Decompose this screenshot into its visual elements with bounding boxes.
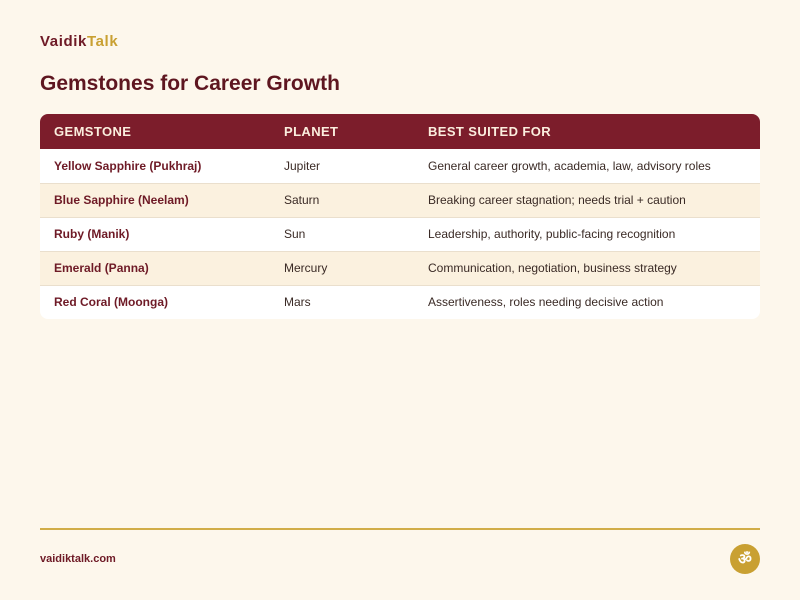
page-title: Gemstones for Career Growth [40, 72, 340, 95]
brand-name-part2: Talk [86, 33, 119, 50]
best-suited-cell: Breaking career stagnation; needs trial + caution [414, 183, 760, 217]
best-suited-cell: General career growth, academia, law, advisory roles [428, 158, 711, 173]
gemstone-cell: Yellow Sapphire (Pukhraj) [54, 158, 202, 173]
gemstone-cell: Blue Sapphire (Neelam) [40, 183, 270, 217]
best-suited-cell: Leadership, authority, public-facing recognition [414, 217, 760, 251]
table-row [40, 251, 760, 285]
footer-website-link[interactable]: vaidiktalk.com [40, 553, 116, 565]
gemstone-table [40, 114, 760, 319]
brand-name-part1: Vaidik [40, 33, 87, 50]
table-row [40, 149, 760, 183]
om-icon: ॐ [730, 544, 760, 574]
gemstone-cell: Red Coral (Moonga) [40, 285, 270, 319]
column-header-planet: PLANET [284, 124, 339, 139]
table-row [40, 183, 760, 217]
planet-cell: Sun [270, 217, 414, 251]
gemstone-table-card [40, 114, 760, 319]
planet-cell: Jupiter [284, 158, 321, 173]
gemstone-cell: Ruby (Manik) [40, 217, 270, 251]
brand-logo [40, 33, 118, 50]
best-suited-cell: Communication, negotiation, business strategy [414, 251, 760, 285]
planet-cell: Mercury [270, 251, 414, 285]
column-header-best-suited-for: BEST SUITED FOR [428, 124, 552, 139]
table-header-row [40, 114, 760, 149]
planet-cell: Saturn [270, 183, 414, 217]
table-row [40, 285, 760, 319]
best-suited-cell: Assertiveness, roles needing decisive action [414, 285, 760, 319]
footer-divider [40, 528, 760, 530]
gemstone-cell: Emerald (Panna) [40, 251, 270, 285]
column-header-gemstone: GEMSTONE [54, 124, 132, 139]
planet-cell: Mars [270, 285, 414, 319]
table-row [40, 217, 760, 251]
